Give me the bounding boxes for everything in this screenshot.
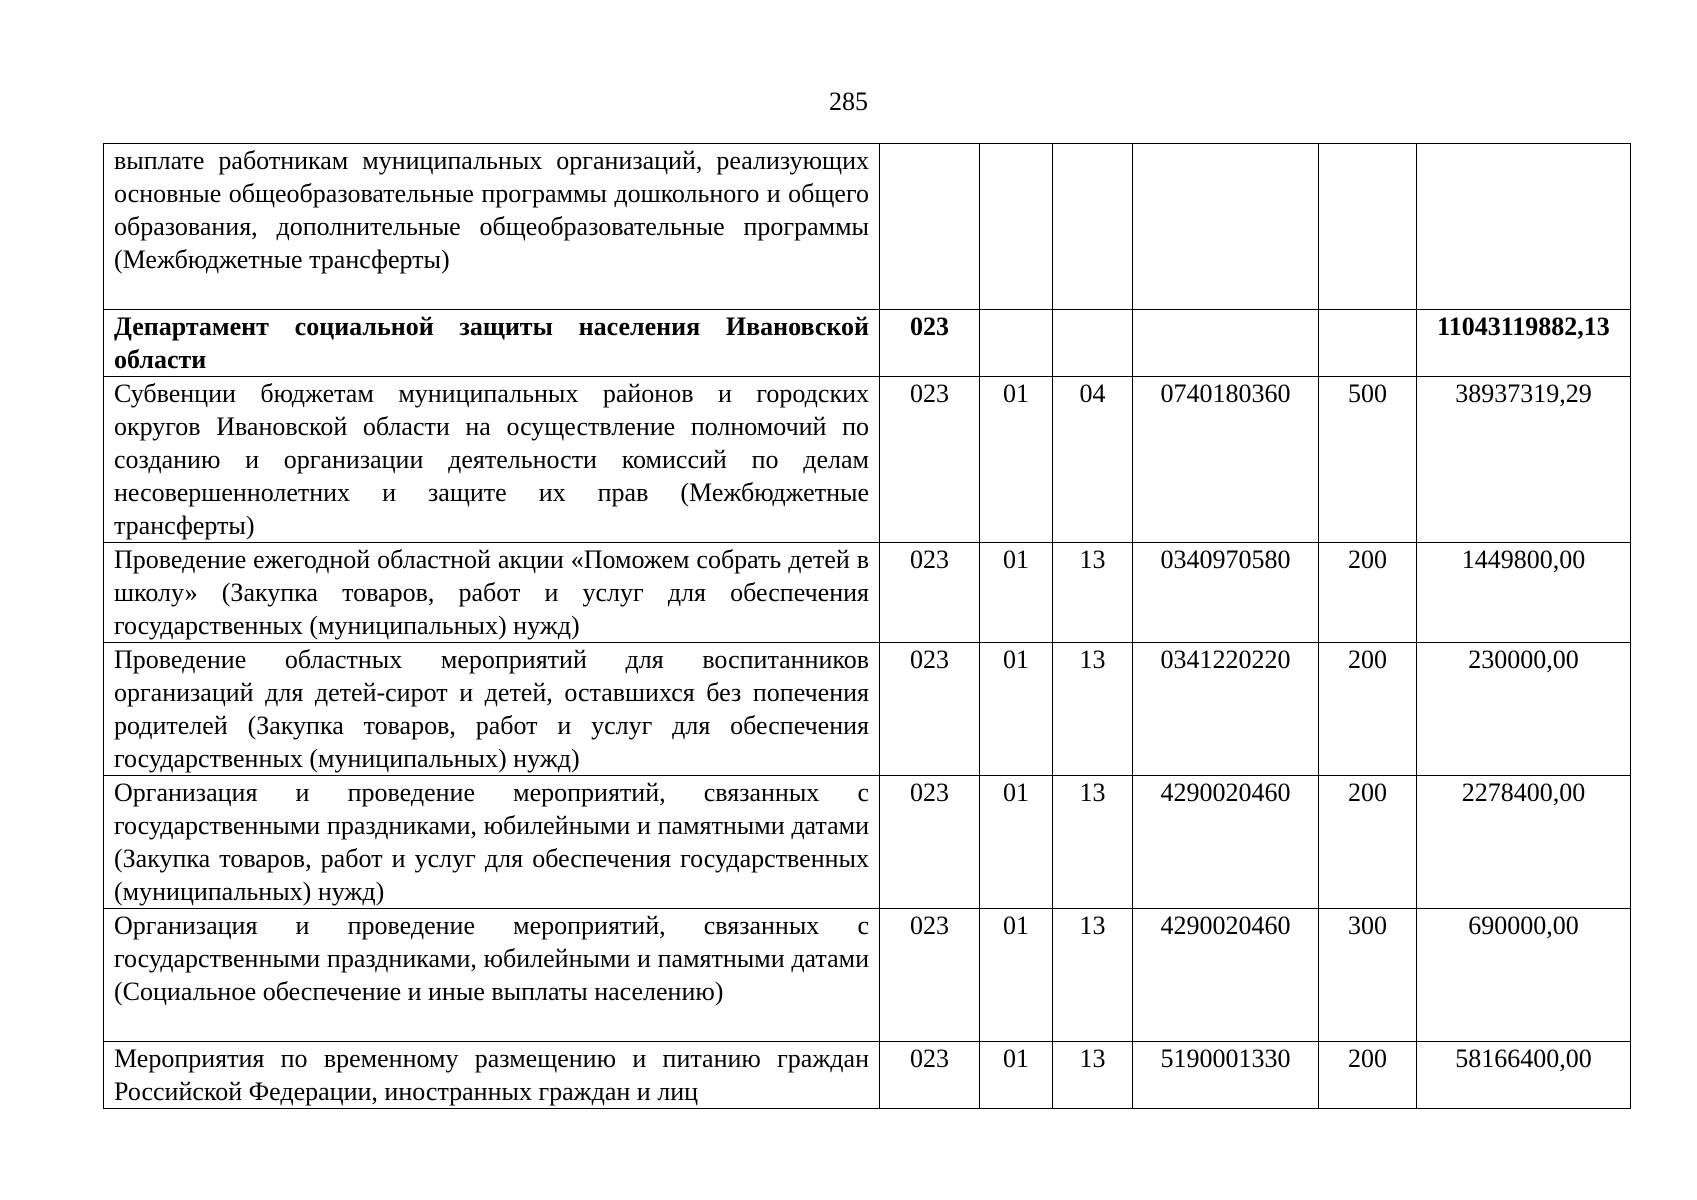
row-name: Организация и проведение мероприятий, связанных с государственными праздниками, юбилейными и памятными датами (Социальное обеспечение и иные выплаты населению): [104, 909, 880, 1042]
table-row-department: [104, 310, 1631, 377]
row-amount: [1417, 144, 1631, 310]
row-target: 0740180360: [1133, 377, 1319, 543]
row-section: 01: [980, 543, 1053, 643]
row-name: Мероприятия по временному размещению и питанию граждан Российской Федерации, иностранных граждан и лиц: [104, 1042, 880, 1109]
table-row: [104, 144, 1631, 310]
row-target: 4290020460: [1133, 776, 1319, 909]
row-target: 5190001330: [1133, 1042, 1319, 1109]
row-type: [1319, 310, 1417, 377]
row-target: [1133, 310, 1319, 377]
page-number: 285: [829, 87, 868, 116]
row-code: 023: [880, 776, 980, 909]
row-amount: 58166400,00: [1417, 1042, 1631, 1109]
row-name: Субвенции бюджетам муниципальных районов и городских округов Ивановской области на осуществление полномочий по созданию и организации деятельности комиссий по делам несовершеннолетних и защите их прав (Межбюджетные трансферты): [104, 377, 880, 543]
row-code: 023: [880, 1042, 980, 1109]
row-target: 0341220220: [1133, 643, 1319, 776]
row-section: 01: [980, 643, 1053, 776]
row-subsection: 13: [1053, 543, 1133, 643]
row-amount: 11043119882,13: [1417, 310, 1631, 377]
row-code: 023: [880, 377, 980, 543]
row-code: 023: [880, 909, 980, 1042]
row-type: 500: [1319, 377, 1417, 543]
table-row: [104, 776, 1631, 909]
row-target: [1133, 144, 1319, 310]
table-row: [104, 643, 1631, 776]
row-amount: 2278400,00: [1417, 776, 1631, 909]
row-subsection: 13: [1053, 1042, 1133, 1109]
row-code: 023: [880, 543, 980, 643]
row-type: 200: [1319, 543, 1417, 643]
row-section: 01: [980, 1042, 1053, 1109]
row-type: [1319, 144, 1417, 310]
row-target: 4290020460: [1133, 909, 1319, 1042]
row-target: 0340970580: [1133, 543, 1319, 643]
row-section: [980, 144, 1053, 310]
budget-table: [103, 143, 1631, 1109]
table-row: [104, 909, 1631, 1042]
row-type: 200: [1319, 643, 1417, 776]
row-type: 300: [1319, 909, 1417, 1042]
row-subsection: [1053, 310, 1133, 377]
row-section: [980, 310, 1053, 377]
row-subsection: 13: [1053, 776, 1133, 909]
row-subsection: [1053, 144, 1133, 310]
row-code: 023: [880, 643, 980, 776]
row-name: выплате работникам муниципальных организаций, реализующих основные общеобразовательные программы дошкольного и общего образования, дополнительные общеобразовательные программы (Межбюджетные трансферты): [104, 144, 880, 310]
row-name: Департамент социальной защиты населения Ивановской области: [104, 310, 880, 377]
row-subsection: 13: [1053, 643, 1133, 776]
table-row: [104, 1042, 1631, 1109]
row-amount: 690000,00: [1417, 909, 1631, 1042]
row-code: 023: [880, 310, 980, 377]
row-subsection: 13: [1053, 909, 1133, 1042]
row-name: Проведение областных мероприятий для воспитанников организаций для детей-сирот и детей, оставшихся без попечения родителей (Закупка товаров, работ и услуг для обеспечения государственных (муниципальных) нужд): [104, 643, 880, 776]
row-section: 01: [980, 776, 1053, 909]
row-name: Организация и проведение мероприятий, связанных с государственными праздниками, юбилейными и памятными датами (Закупка товаров, работ и услуг для обеспечения государственных (муниципальных) нужд): [104, 776, 880, 909]
row-section: 01: [980, 377, 1053, 543]
table-row: [104, 377, 1631, 543]
row-code: [880, 144, 980, 310]
row-name: Проведение ежегодной областной акции «Поможем собрать детей в школу» (Закупка товаров, работ и услуг для обеспечения государственных (муниципальных) нужд): [104, 543, 880, 643]
row-subsection: 04: [1053, 377, 1133, 543]
row-amount: 38937319,29: [1417, 377, 1631, 543]
row-amount: 1449800,00: [1417, 543, 1631, 643]
row-type: 200: [1319, 776, 1417, 909]
table-row: [104, 543, 1631, 643]
row-type: 200: [1319, 1042, 1417, 1109]
row-amount: 230000,00: [1417, 643, 1631, 776]
row-section: 01: [980, 909, 1053, 1042]
